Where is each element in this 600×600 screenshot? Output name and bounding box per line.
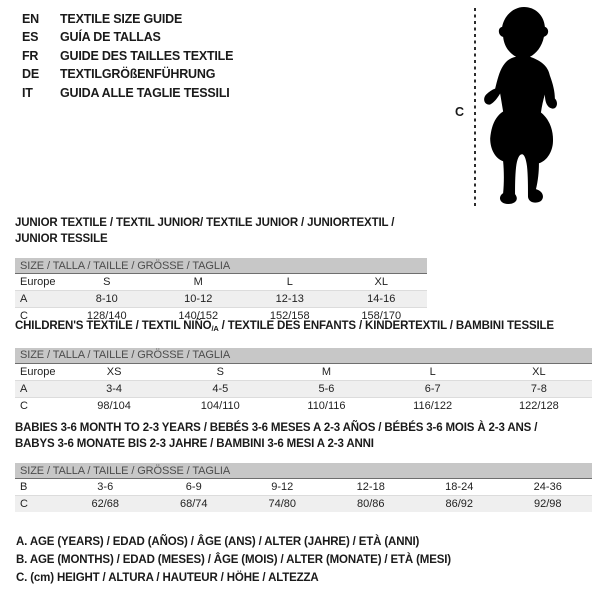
language-row [22, 84, 233, 102]
size-value: 80/86 [327, 496, 416, 513]
size-value: XS [106, 365, 122, 378]
size-value: 158/170 [336, 308, 428, 325]
size-header-label: SIZE / TALLA / TAILLE / GRÖSSE / TAGLIA [15, 463, 592, 479]
size-value: 74/80 [238, 496, 327, 513]
section-title-line [15, 319, 592, 337]
childrens-textile-section [15, 319, 592, 414]
size-value: L [429, 365, 436, 378]
section-title-line [15, 437, 592, 453]
size-value: 14-16 [336, 291, 428, 308]
size-value: 110/116 [273, 397, 379, 414]
junior-textile-section [15, 216, 427, 324]
size-value: 10-12 [153, 291, 245, 308]
size-value: M [193, 276, 203, 288]
size-value: 116/122 [380, 397, 486, 414]
language-code: EN [22, 12, 39, 26]
language-row [22, 28, 233, 46]
size-value: 62/68 [61, 496, 150, 513]
language-code: ES [22, 30, 39, 45]
size-value: 122/128 [486, 397, 592, 414]
size-value: 6-7 [380, 380, 486, 397]
size-value: 68/74 [150, 496, 239, 513]
size-value: 152/158 [244, 308, 336, 325]
language-code: IT [22, 85, 33, 100]
row-label: A [15, 291, 61, 308]
footnote-c: C. (cm) HEIGHT / ALTURA / HAUTEUR / HÖHE / ALTEZZA [16, 572, 319, 584]
table-row [15, 397, 592, 414]
size-value: 98/104 [61, 397, 167, 414]
table-row [15, 496, 592, 513]
size-value: 12-13 [244, 291, 336, 308]
size-header-label: SIZE / TALLA / TAILLE / GRÖSSE / TAGLIA [15, 348, 592, 364]
language-title: TEXTILGRÖßENFÜHRUNG [60, 67, 216, 82]
language-row [22, 65, 233, 83]
size-value: 9-12 [271, 481, 294, 493]
size-header-row [15, 258, 427, 274]
section-title [15, 216, 427, 247]
babies-size-table [15, 463, 592, 512]
size-value: 18-24 [445, 481, 474, 493]
language-title: GUIDA ALLE TAGLIE TESSILI [60, 85, 230, 100]
height-dashed-line [474, 8, 476, 206]
row-label: Europe [20, 365, 56, 378]
table-row [15, 380, 592, 397]
language-code: DE [22, 67, 39, 82]
size-value: 140/152 [153, 308, 245, 325]
row-label: C [15, 397, 61, 414]
size-value: 7-8 [486, 380, 592, 397]
row-label: A [15, 380, 61, 397]
language-title: TEXTILE SIZE GUIDE [60, 12, 183, 26]
section-title-text: CHILDREN'S TEXTILE / TEXTIL NIÑO [15, 320, 212, 332]
childrens-size-table [15, 348, 592, 414]
table-row [15, 274, 427, 291]
section-title-text: BABIES 3-6 MONTH TO 2-3 YEARS / BEBÉS 3-6 MESES A 2-3 AÑOS / BÉBÉS 3-6 MOIS À 2-3 ANS / [15, 422, 538, 434]
size-value: 104/110 [167, 397, 273, 414]
table-row [15, 479, 592, 496]
size-header-row [15, 463, 592, 479]
footnote-b: B. AGE (MONTHS) / EDAD (MESES) / ÂGE (MOIS) / ALTER (MONATE) / ETÀ (MESI) [16, 554, 451, 566]
size-value: 3-6 [97, 481, 114, 493]
language-title-list [22, 10, 233, 102]
size-value: 6-9 [185, 481, 202, 493]
language-row [22, 10, 233, 28]
size-value: S [216, 365, 224, 378]
language-title: GUÍA DE TALLAS [60, 30, 161, 45]
section-title-text: / TEXTILE DES ENFANTS / KINDERTEXTIL / BAMBINI TESSILE [218, 320, 554, 332]
language-code: FR [22, 48, 39, 63]
section-title-line [15, 216, 427, 247]
footnote-legend [16, 533, 451, 587]
section-title-subscript: /A [211, 324, 219, 333]
size-value: 3-4 [61, 380, 167, 397]
size-value: 128/140 [61, 308, 153, 325]
babies-textile-section [15, 421, 592, 512]
row-label: C [15, 308, 61, 325]
footnote-a: A. AGE (YEARS) / EDAD (AÑOS) / ÂGE (ANS) / ALTER (JAHRE) / ETÀ (ANNI) [16, 536, 420, 548]
size-value: XL [374, 276, 388, 288]
section-title-text: BABYS 3-6 MONATE BIS 2-3 JAHRE / BAMBINI 3-6 MESI A 2-3 ANNI [15, 437, 374, 450]
size-value: 24-36 [533, 481, 562, 493]
section-title [15, 319, 592, 337]
language-title: GUIDE DES TAILLES TEXTILE [60, 48, 234, 63]
size-value: 4-5 [167, 380, 273, 397]
size-value: 86/92 [415, 496, 504, 513]
size-value: S [103, 276, 111, 288]
size-value: XL [532, 365, 546, 378]
size-value: 5-6 [273, 380, 379, 397]
table-row [15, 291, 427, 308]
size-header-label: SIZE / TALLA / TAILLE / GRÖSSE / TAGLIA [15, 258, 427, 274]
size-header-row [15, 348, 592, 364]
baby-silhouette-icon [481, 4, 573, 208]
junior-size-table [15, 258, 427, 324]
size-value: M [321, 365, 332, 378]
size-value: L [286, 276, 293, 288]
section-title-text: JUNIOR TEXTILE / TEXTIL JUNIOR/ TEXTILE JUNIOR / JUNIORTEXTIL / JUNIOR TESSILE [15, 217, 395, 245]
height-measure-label: C [455, 105, 465, 119]
size-value: 12-18 [356, 481, 385, 493]
language-row [22, 47, 233, 65]
row-label: Europe [20, 276, 56, 288]
section-title-line [15, 421, 592, 437]
row-label: B [20, 481, 28, 493]
section-title [15, 421, 592, 452]
size-value: 8-10 [61, 291, 153, 308]
table-row [15, 363, 592, 380]
row-label: C [15, 496, 61, 513]
size-value: 92/98 [504, 496, 593, 513]
